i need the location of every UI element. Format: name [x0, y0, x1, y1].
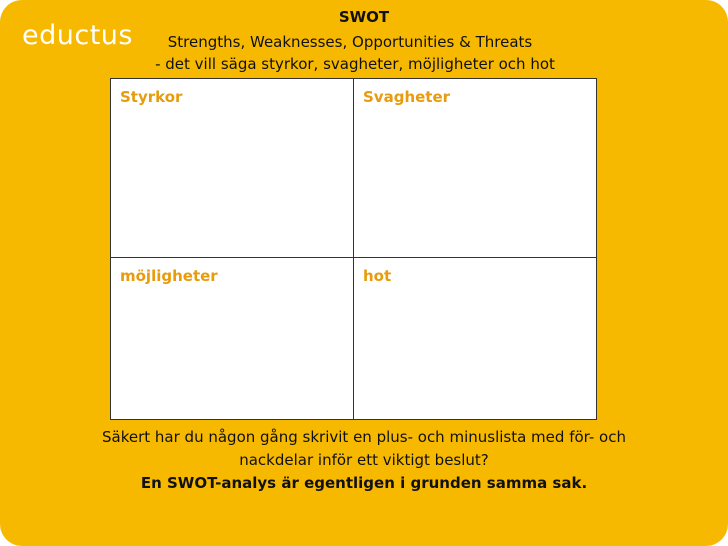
grid-divider-horizontal — [111, 257, 596, 258]
quadrant-threats-label: hot — [363, 267, 392, 285]
footer-text-line2: nackdelar inför ett viktigt beslut? — [239, 451, 489, 469]
footer-conclusion: En SWOT-analys är egentligen i grunden samma sak. — [140, 474, 588, 492]
eductus-logo: eductus — [22, 20, 133, 51]
footer-text-line1: Säkert har du någon gång skrivit en plus- och minuslista med för- och — [102, 428, 626, 446]
page-subtitle-swedish: - det vill säga styrkor, svagheter, möjligheter och hot — [155, 55, 555, 73]
quadrant-strengths-label: Styrkor — [120, 88, 183, 106]
slide-corner — [0, 524, 22, 546]
page-subtitle: Strengths, Weaknesses, Opportunities & Threats — [167, 33, 533, 51]
quadrant-opportunities-label: möjligheter — [120, 267, 218, 285]
slide-corner — [706, 524, 728, 546]
grid-divider-vertical — [353, 79, 354, 419]
page-title: SWOT — [338, 8, 390, 26]
swot-grid — [110, 78, 597, 420]
quadrant-weaknesses-label: Svagheter — [363, 88, 451, 106]
